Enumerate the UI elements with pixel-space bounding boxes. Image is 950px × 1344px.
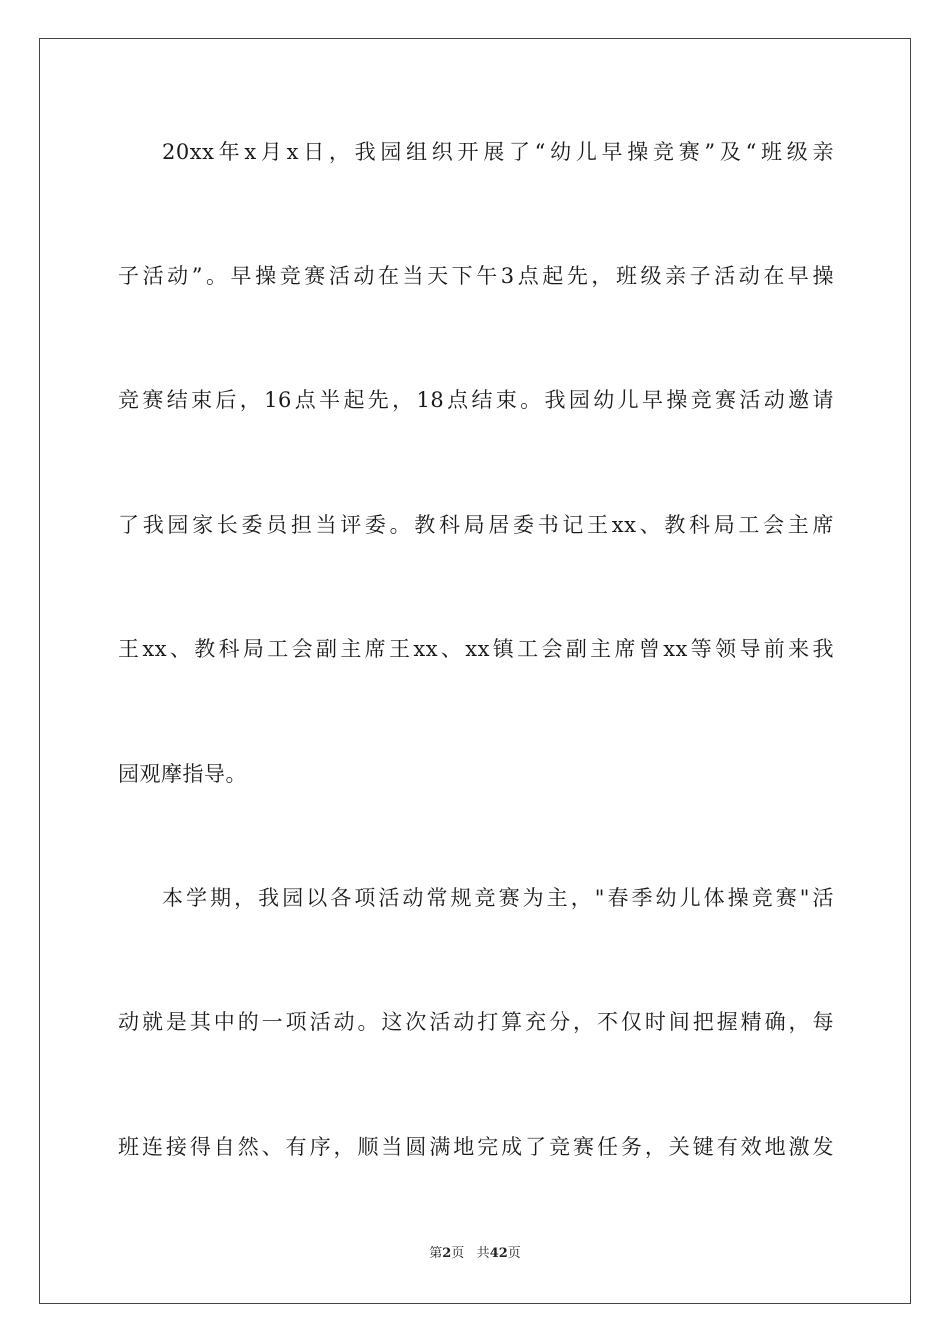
footer-page-number: 2 xyxy=(442,1246,452,1261)
text-line: 20xx年x月x日，我园组织开展了“幼儿早操竞赛”及“班级亲 xyxy=(162,140,834,164)
footer-page-suffix: 页 xyxy=(451,1246,465,1261)
text-line: 了我园家长委员担当评委。教科局居委书记王xx、教科局工会主席 xyxy=(118,513,834,537)
text-line: 班连接得自然、有序，顺当圆满地完成了竞赛任务，关键有效地激发 xyxy=(118,1135,834,1159)
page-border xyxy=(39,38,911,1304)
text-line: 王xx、教科局工会副主席王xx、xx镇工会副主席曾xx等领导前来我 xyxy=(118,637,834,661)
text-line: 本学期，我园以各项活动常规竞赛为主，"春季幼儿体操竞赛"活 xyxy=(162,886,834,910)
text-line: 动就是其中的一项活动。这次活动打算充分，不仅时间把握精确，每 xyxy=(118,1010,834,1034)
text-line: 子活动”。早操竞赛活动在当天下午3点起先，班级亲子活动在早操 xyxy=(118,264,834,288)
text-line: 园观摩指导。 xyxy=(118,762,247,786)
footer-total-suffix: 页 xyxy=(507,1246,521,1261)
footer-total-pages: 42 xyxy=(489,1246,508,1261)
footer-page-prefix: 第 xyxy=(429,1246,443,1261)
footer-total-prefix: 共 xyxy=(476,1246,490,1261)
page-footer xyxy=(0,1245,950,1263)
text-line: 竞赛结束后，16点半起先，18点结束。我园幼儿早操竞赛活动邀请 xyxy=(118,388,834,412)
